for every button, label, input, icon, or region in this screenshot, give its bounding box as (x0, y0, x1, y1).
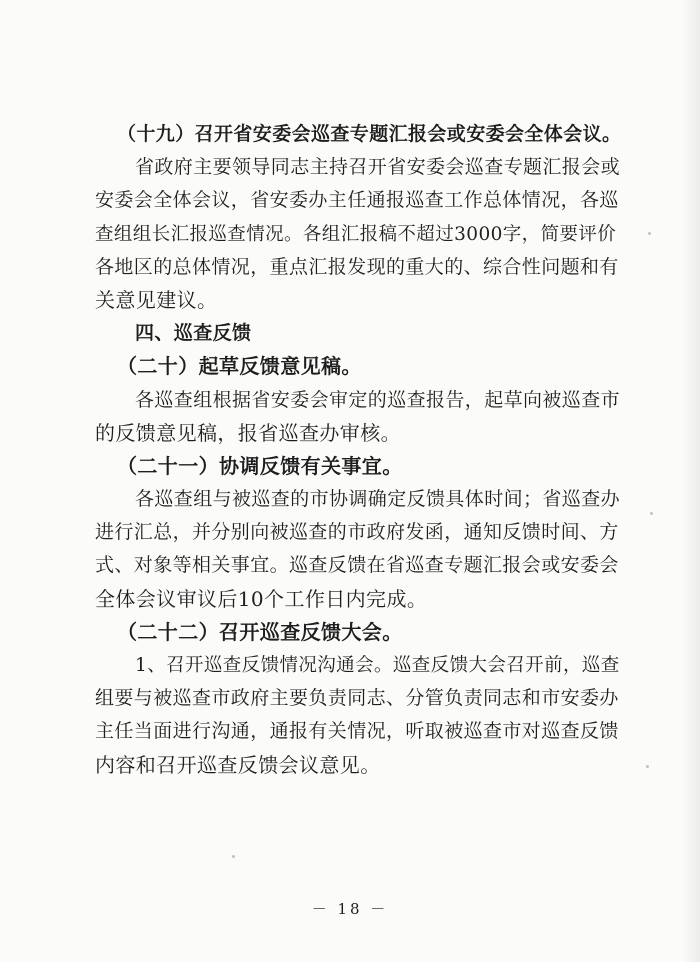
paragraph-line: 各地区的总体情况，重点汇报发现的重大的、综合性问题和有 (95, 255, 619, 278)
paragraph-line: 主任当面进行沟通，通报有关情况，听取被巡查市对巡查反馈 (95, 720, 619, 743)
section-heading-19: （十九）召开省安委会巡查专题汇报会或安委会全体会议。 (117, 123, 622, 145)
document-body (95, 118, 622, 782)
section-heading-21: （二十一）协调反馈有关事宜。 (117, 453, 403, 478)
scan-speck (650, 512, 653, 515)
paragraph-line: 关意见建议。 (95, 287, 218, 312)
paragraph-line: 的反馈意见稿，报省巡查办审核。 (95, 420, 401, 445)
paragraph-line: 进行汇总，并分别向被巡查的市政府发函，通知反馈时间、方 (95, 521, 619, 544)
scan-speck (648, 232, 651, 235)
paragraph-line: 全体会议审议后10个工作日内完成。 (95, 586, 428, 611)
paragraph-line: 组要与被巡查市政府主要负责同志、分管负责同志和市安委办 (95, 687, 619, 710)
paragraph-line: 各巡查组根据省安委会审定的巡查报告，起草向被巡查市 (135, 388, 621, 411)
chapter-heading-4: 四、巡查反馈 (135, 322, 252, 345)
page-edge-shadow (682, 0, 700, 962)
page-number: － 18 － (311, 900, 389, 918)
section-heading-22: （二十二）召开巡查反馈大会。 (117, 619, 403, 644)
scan-speck (646, 765, 649, 768)
paragraph-line: 省政府主要领导同志主持召开省安委会巡查专题汇报会或 (135, 156, 621, 179)
scan-speck (232, 855, 235, 858)
paragraph-line: 1、召开巡查反馈情况沟通会。巡查反馈大会召开前，巡查 (135, 655, 620, 676)
paragraph-line: 安委会全体会议，省安委办主任通报巡查工作总体情况，各巡 (95, 189, 619, 212)
paragraph-line: 各巡查组与被巡查的市协调确定反馈具体时间；省巡查办 (135, 488, 621, 511)
paragraph-line: 查组组长汇报巡查情况。各组汇报稿不超过3000字，简要评价 (95, 223, 617, 245)
paragraph-line: 内容和召开巡查反馈会议意见。 (95, 752, 381, 777)
paragraph-line: 式、对象等相关事宜。巡查反馈在省巡查专题汇报会或安委会 (95, 554, 619, 577)
section-heading-20: （二十）起草反馈意见稿。 (117, 354, 362, 379)
